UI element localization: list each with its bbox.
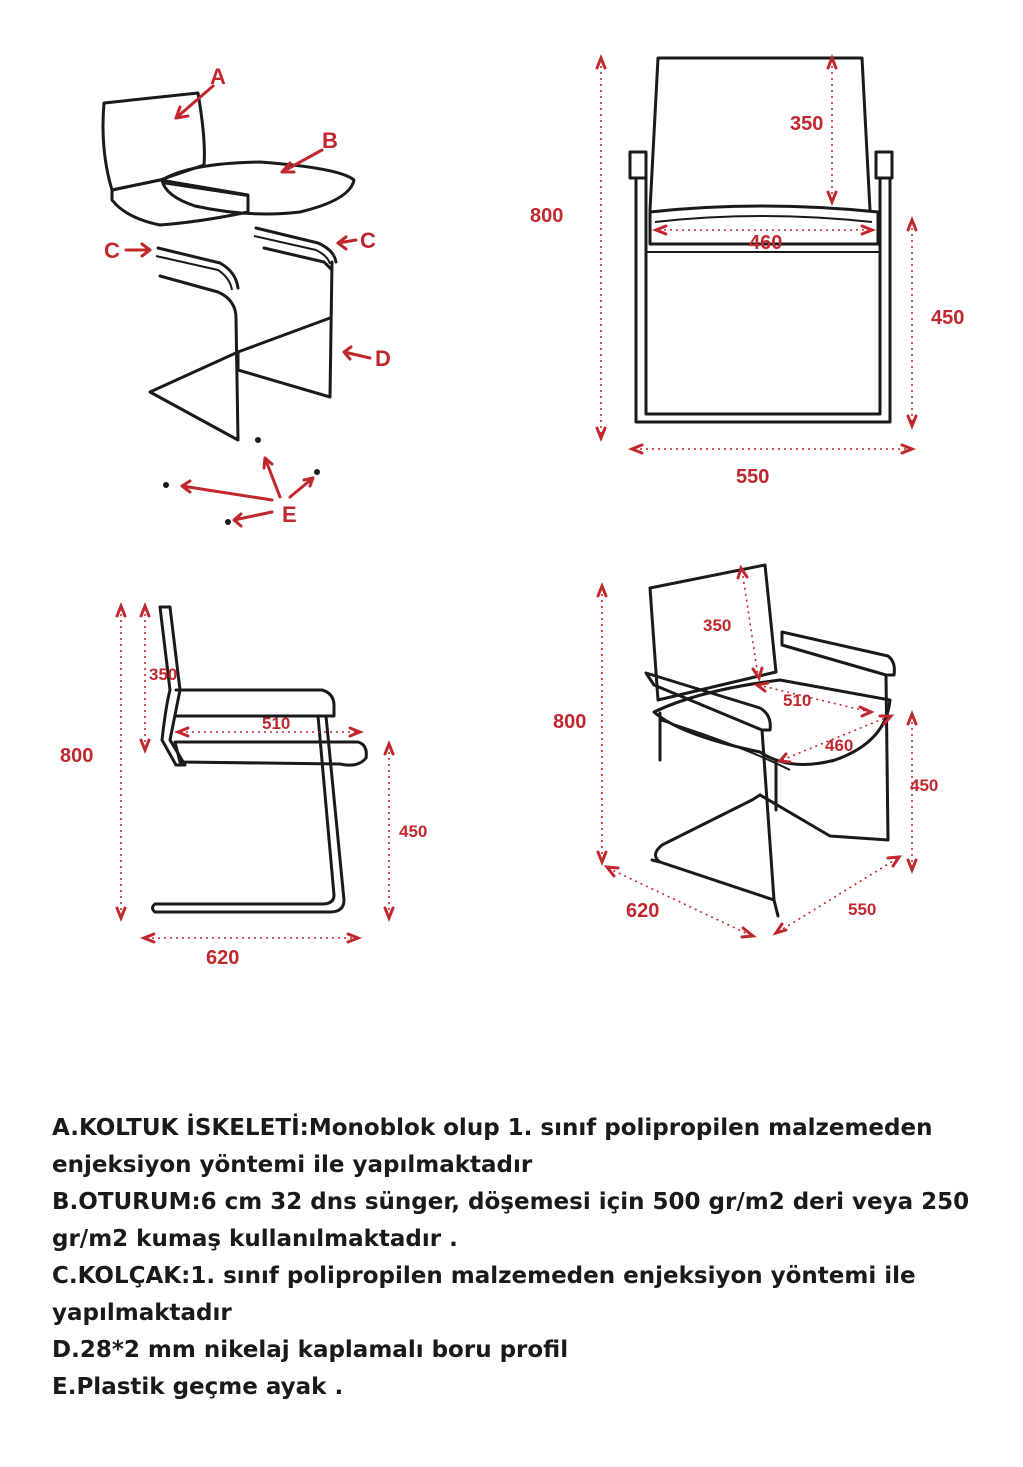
front-dim-total-height: 800 (530, 205, 564, 227)
side-view (60, 606, 427, 969)
foot-dot (225, 519, 231, 525)
side-dim-total-depth: 620 (206, 947, 240, 969)
spec-line: A.KOLTUK İSKELETİ:Monoblok olup 1. sınıf polipropilen malzemeden (52, 1115, 933, 1141)
side-armrest (176, 690, 334, 716)
persp-dim-back-height: 350 (703, 616, 732, 635)
persp-dim-total-width: 550 (848, 900, 877, 919)
spec-line: C.KOLÇAK:1. sınıf polipropilen malzemeden enjeksiyon yöntemi ile (52, 1263, 916, 1289)
spec-line: E.Plastik geçme ayak . (52, 1374, 344, 1400)
front-dim-seat-height: 450 (931, 307, 965, 329)
foot-dot (314, 469, 320, 475)
persp-dim-seat-height: 450 (910, 776, 939, 795)
spec-line: enjeksiyon yöntemi ile yapılmaktadır (52, 1152, 533, 1178)
front-dim-seat-width: 460 (749, 232, 783, 254)
front-leg-left (636, 178, 890, 422)
foot-dot (255, 437, 261, 443)
front-dim-back-height: 350 (790, 113, 824, 135)
armrest-left (158, 248, 238, 288)
spec-line: yapılmaktadır (52, 1300, 232, 1326)
perspective-view (553, 565, 938, 937)
side-dim-back-height: 350 (149, 665, 178, 684)
exploded-view (103, 64, 391, 527)
front-backrest (650, 58, 870, 210)
label-c-left: C (104, 238, 120, 263)
side-seat (175, 742, 366, 765)
specification-text (52, 1110, 992, 1406)
front-dim-total-width: 550 (736, 466, 770, 488)
persp-armrest-right (782, 632, 894, 675)
side-dim-total-height: 800 (60, 745, 94, 767)
front-armrest-left (630, 152, 646, 178)
spec-line: gr/m2 kumaş kullanılmaktadır . (52, 1226, 458, 1252)
front-armrest-right (876, 152, 892, 178)
label-c-right: C (360, 228, 376, 253)
side-dim-seat-height: 450 (399, 822, 428, 841)
side-dim-seat-depth: 510 (262, 714, 291, 733)
persp-dim-total-height: 800 (553, 711, 587, 733)
label-a: A (210, 64, 226, 89)
spec-line: B.OTURUM:6 cm 32 dns sünger, döşemesi için 500 gr/m2 deri veya 250 (52, 1189, 970, 1215)
front-view (530, 58, 964, 488)
persp-dim-seat-depth: 510 (783, 691, 812, 710)
label-e: E (282, 502, 297, 527)
shell-seat-part (112, 180, 248, 225)
persp-dim-seat-width: 460 (825, 736, 854, 755)
spec-line: D.28*2 mm nikelaj kaplamalı boru profil (52, 1337, 569, 1363)
label-b: B (322, 128, 338, 153)
foot-dot (163, 482, 169, 488)
label-d: D (375, 346, 391, 371)
side-frame (153, 716, 345, 912)
persp-dim-total-depth: 620 (626, 900, 660, 922)
